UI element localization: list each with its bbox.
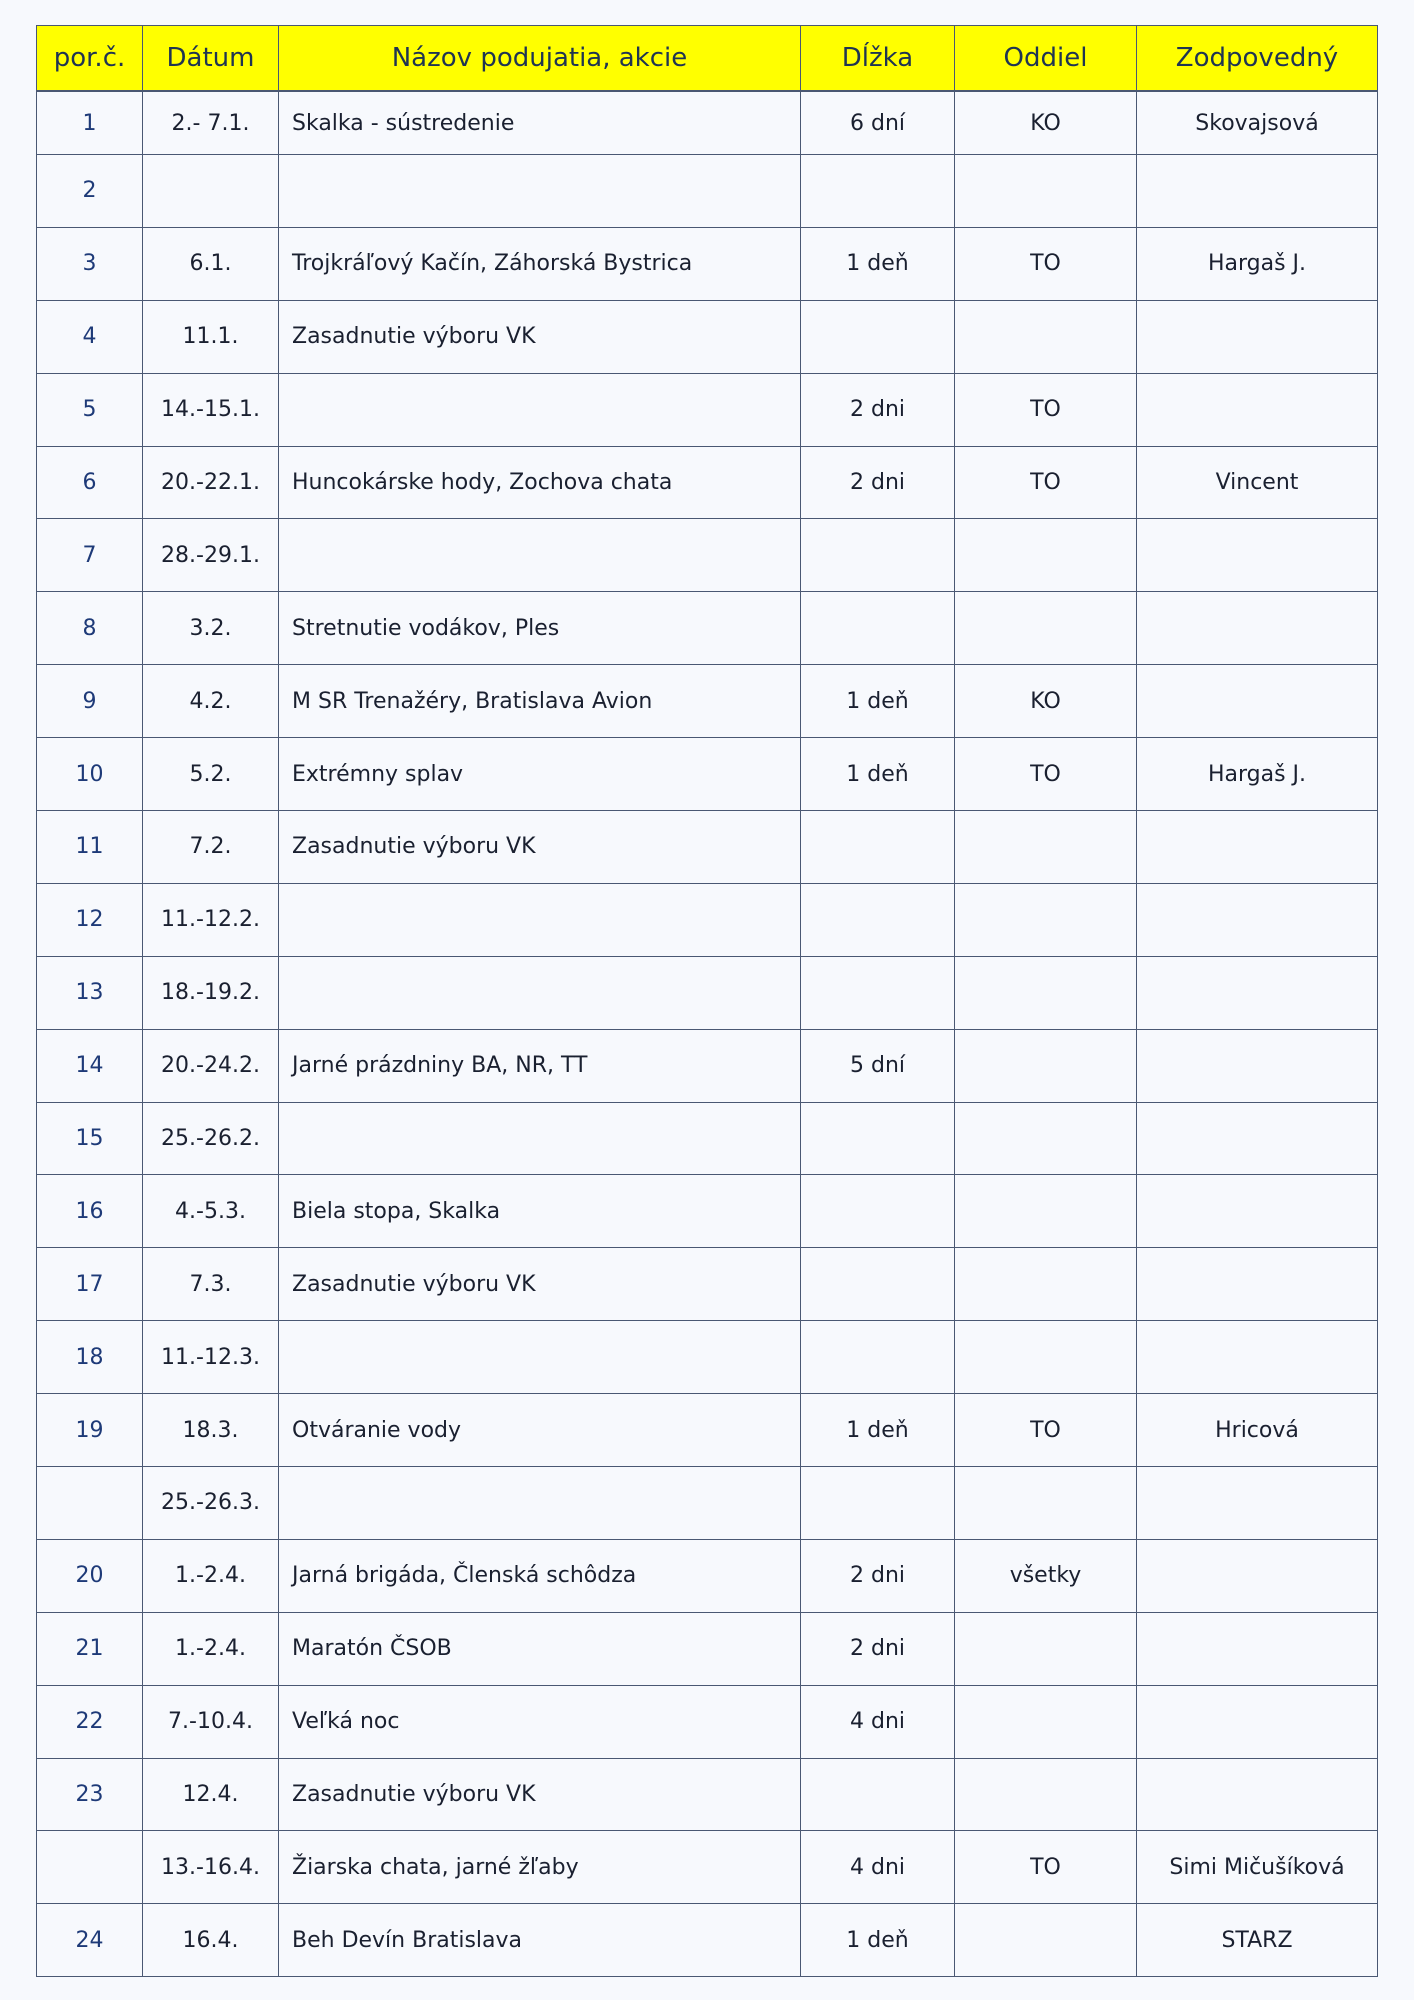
cell-department	[955, 1904, 1137, 1977]
table-row	[37, 1685, 1378, 1758]
cell-number: 12	[37, 883, 143, 956]
cell-date: 11.-12.3.	[143, 1321, 279, 1394]
cell-length: 1 deň	[801, 1904, 955, 1977]
cell-department: TO	[955, 446, 1137, 519]
cell-event-name: Beh Devín Bratislava	[279, 1904, 801, 1977]
cell-event-name: Skalka - sústredenie	[279, 91, 801, 155]
table-row	[37, 883, 1378, 956]
cell-responsible	[1137, 956, 1378, 1029]
cell-number	[37, 1831, 143, 1904]
cell-event-name	[279, 1102, 801, 1175]
cell-date: 11.-12.2.	[143, 883, 279, 956]
cell-event-name: Otváranie vody	[279, 1394, 801, 1467]
cell-date: 11.1.	[143, 300, 279, 373]
cell-date: 20.-24.2.	[143, 1029, 279, 1102]
cell-responsible	[1137, 155, 1378, 228]
cell-responsible: Simi Mičušíková	[1137, 1831, 1378, 1904]
table-row	[37, 446, 1378, 519]
cell-date: 4.-5.3.	[143, 1175, 279, 1248]
cell-event-name: Zasadnutie výboru VK	[279, 1758, 801, 1831]
cell-length	[801, 1102, 955, 1175]
table-row	[37, 1758, 1378, 1831]
cell-department	[955, 300, 1137, 373]
cell-length	[801, 300, 955, 373]
cell-event-name: Huncokárske hody, Zochova chata	[279, 446, 801, 519]
cell-date: 1.-2.4.	[143, 1539, 279, 1612]
cell-date: 3.2.	[143, 592, 279, 665]
cell-date: 18.3.	[143, 1394, 279, 1467]
cell-number: 21	[37, 1612, 143, 1685]
cell-department	[955, 1612, 1137, 1685]
cell-length	[801, 811, 955, 884]
cell-number: 24	[37, 1904, 143, 1977]
cell-responsible	[1137, 373, 1378, 446]
cell-length	[801, 1175, 955, 1248]
cell-responsible	[1137, 1612, 1378, 1685]
table-body	[37, 91, 1378, 1977]
cell-length: 6 dní	[801, 91, 955, 155]
cell-responsible: Hargaš J.	[1137, 738, 1378, 811]
cell-number: 11	[37, 811, 143, 884]
cell-department	[955, 1029, 1137, 1102]
cell-length: 2 dni	[801, 1612, 955, 1685]
cell-length	[801, 956, 955, 1029]
cell-event-name: Zasadnutie výboru VK	[279, 300, 801, 373]
cell-responsible	[1137, 1175, 1378, 1248]
cell-event-name	[279, 956, 801, 1029]
cell-event-name: Trojkráľový Kačín, Záhorská Bystrica	[279, 227, 801, 300]
cell-length	[801, 1321, 955, 1394]
table-row	[37, 1029, 1378, 1102]
header-cell-department: Oddiel	[955, 26, 1137, 92]
table-row	[37, 1175, 1378, 1248]
cell-event-name	[279, 155, 801, 228]
cell-department: všetky	[955, 1539, 1137, 1612]
cell-department: TO	[955, 373, 1137, 446]
cell-length: 4 dni	[801, 1685, 955, 1758]
cell-department	[955, 1467, 1137, 1540]
cell-number: 3	[37, 227, 143, 300]
table-row	[37, 1539, 1378, 1612]
cell-department	[955, 883, 1137, 956]
events-table-wrapper	[36, 25, 1377, 1977]
header-cell-date: Dátum	[143, 26, 279, 92]
table-row	[37, 956, 1378, 1029]
cell-length	[801, 1467, 955, 1540]
cell-date: 4.2.	[143, 665, 279, 738]
cell-number: 7	[37, 519, 143, 592]
cell-responsible: Hargaš J.	[1137, 227, 1378, 300]
cell-length: 2 dni	[801, 373, 955, 446]
cell-responsible	[1137, 1758, 1378, 1831]
cell-department	[955, 811, 1137, 884]
table-row	[37, 811, 1378, 884]
cell-event-name: Jarná brigáda, Členská schôdza	[279, 1539, 801, 1612]
cell-number: 16	[37, 1175, 143, 1248]
cell-number: 23	[37, 1758, 143, 1831]
cell-date	[143, 155, 279, 228]
cell-department	[955, 1248, 1137, 1321]
cell-number	[37, 1467, 143, 1540]
cell-number: 9	[37, 665, 143, 738]
cell-department: TO	[955, 1831, 1137, 1904]
table-row	[37, 665, 1378, 738]
cell-event-name: Zasadnutie výboru VK	[279, 1248, 801, 1321]
cell-number: 8	[37, 592, 143, 665]
cell-responsible	[1137, 1539, 1378, 1612]
cell-length: 1 deň	[801, 227, 955, 300]
cell-date: 20.-22.1.	[143, 446, 279, 519]
table-row	[37, 1102, 1378, 1175]
cell-length	[801, 519, 955, 592]
cell-date: 25.-26.2.	[143, 1102, 279, 1175]
cell-department: KO	[955, 91, 1137, 155]
cell-event-name: Veľká noc	[279, 1685, 801, 1758]
table-row	[37, 155, 1378, 228]
cell-event-name	[279, 373, 801, 446]
cell-department	[955, 155, 1137, 228]
cell-event-name	[279, 883, 801, 956]
cell-department: TO	[955, 227, 1137, 300]
cell-event-name: Extrémny splav	[279, 738, 801, 811]
cell-responsible	[1137, 1029, 1378, 1102]
table-row	[37, 1612, 1378, 1685]
cell-date: 13.-16.4.	[143, 1831, 279, 1904]
cell-department: TO	[955, 1394, 1137, 1467]
table-row	[37, 592, 1378, 665]
cell-length: 1 deň	[801, 1394, 955, 1467]
cell-date: 16.4.	[143, 1904, 279, 1977]
cell-responsible: Hricová	[1137, 1394, 1378, 1467]
cell-event-name: M SR Trenažéry, Bratislava Avion	[279, 665, 801, 738]
cell-event-name: Stretnutie vodákov, Ples	[279, 592, 801, 665]
cell-responsible	[1137, 300, 1378, 373]
cell-number: 17	[37, 1248, 143, 1321]
cell-length: 1 deň	[801, 738, 955, 811]
cell-department	[955, 1321, 1137, 1394]
cell-number: 1	[37, 91, 143, 155]
cell-number: 15	[37, 1102, 143, 1175]
table-row	[37, 300, 1378, 373]
cell-event-name: Maratón ČSOB	[279, 1612, 801, 1685]
table-row	[37, 91, 1378, 155]
cell-event-name: Žiarska chata, jarné žľaby	[279, 1831, 801, 1904]
cell-responsible	[1137, 1321, 1378, 1394]
cell-length: 2 dni	[801, 1539, 955, 1612]
events-table	[36, 25, 1378, 1977]
cell-date: 7.-10.4.	[143, 1685, 279, 1758]
cell-date: 14.-15.1.	[143, 373, 279, 446]
table-row	[37, 738, 1378, 811]
cell-date: 7.2.	[143, 811, 279, 884]
cell-date: 1.-2.4.	[143, 1612, 279, 1685]
cell-event-name	[279, 1321, 801, 1394]
table-row	[37, 1321, 1378, 1394]
table-row	[37, 373, 1378, 446]
cell-length	[801, 592, 955, 665]
cell-date: 12.4.	[143, 1758, 279, 1831]
cell-length	[801, 155, 955, 228]
table-row	[37, 1467, 1378, 1540]
cell-event-name: Zasadnutie výboru VK	[279, 811, 801, 884]
cell-department	[955, 1175, 1137, 1248]
cell-event-name: Biela stopa, Skalka	[279, 1175, 801, 1248]
cell-department	[955, 592, 1137, 665]
cell-responsible	[1137, 1248, 1378, 1321]
cell-responsible	[1137, 1685, 1378, 1758]
cell-event-name	[279, 519, 801, 592]
cell-responsible: Skovajsová	[1137, 91, 1378, 155]
cell-length: 1 deň	[801, 665, 955, 738]
cell-responsible	[1137, 665, 1378, 738]
cell-length: 2 dni	[801, 446, 955, 519]
cell-length	[801, 883, 955, 956]
cell-responsible: STARZ	[1137, 1904, 1378, 1977]
cell-department: TO	[955, 738, 1137, 811]
cell-responsible	[1137, 1467, 1378, 1540]
table-row	[37, 519, 1378, 592]
header-cell-number: por.č.	[37, 26, 143, 92]
cell-number: 20	[37, 1539, 143, 1612]
cell-responsible	[1137, 1102, 1378, 1175]
cell-number: 18	[37, 1321, 143, 1394]
cell-number: 19	[37, 1394, 143, 1467]
cell-length: 4 dni	[801, 1831, 955, 1904]
cell-responsible	[1137, 592, 1378, 665]
cell-date: 25.-26.3.	[143, 1467, 279, 1540]
header-cell-event-name: Názov podujatia, akcie	[279, 26, 801, 92]
cell-date: 6.1.	[143, 227, 279, 300]
cell-department	[955, 1758, 1137, 1831]
cell-number: 4	[37, 300, 143, 373]
header-cell-length: Dĺžka	[801, 26, 955, 92]
cell-length	[801, 1248, 955, 1321]
cell-date: 2.- 7.1.	[143, 91, 279, 155]
cell-department	[955, 956, 1137, 1029]
cell-number: 14	[37, 1029, 143, 1102]
cell-number: 22	[37, 1685, 143, 1758]
cell-number: 2	[37, 155, 143, 228]
table-row	[37, 227, 1378, 300]
cell-responsible	[1137, 883, 1378, 956]
header-row	[37, 26, 1378, 92]
table-row	[37, 1248, 1378, 1321]
cell-event-name	[279, 1467, 801, 1540]
cell-department	[955, 1685, 1137, 1758]
cell-responsible: Vincent	[1137, 446, 1378, 519]
table-row	[37, 1394, 1378, 1467]
cell-department	[955, 1102, 1137, 1175]
cell-date: 7.3.	[143, 1248, 279, 1321]
cell-responsible	[1137, 519, 1378, 592]
cell-department	[955, 519, 1137, 592]
cell-event-name: Jarné prázdniny BA, NR, TT	[279, 1029, 801, 1102]
cell-responsible	[1137, 811, 1378, 884]
cell-number: 5	[37, 373, 143, 446]
cell-date: 5.2.	[143, 738, 279, 811]
cell-length	[801, 1758, 955, 1831]
cell-length: 5 dní	[801, 1029, 955, 1102]
cell-department: KO	[955, 665, 1137, 738]
table-row	[37, 1904, 1378, 1977]
cell-date: 28.-29.1.	[143, 519, 279, 592]
table-row	[37, 1831, 1378, 1904]
cell-number: 10	[37, 738, 143, 811]
cell-date: 18.-19.2.	[143, 956, 279, 1029]
header-cell-responsible: Zodpovedný	[1137, 26, 1378, 92]
cell-number: 6	[37, 446, 143, 519]
cell-number: 13	[37, 956, 143, 1029]
